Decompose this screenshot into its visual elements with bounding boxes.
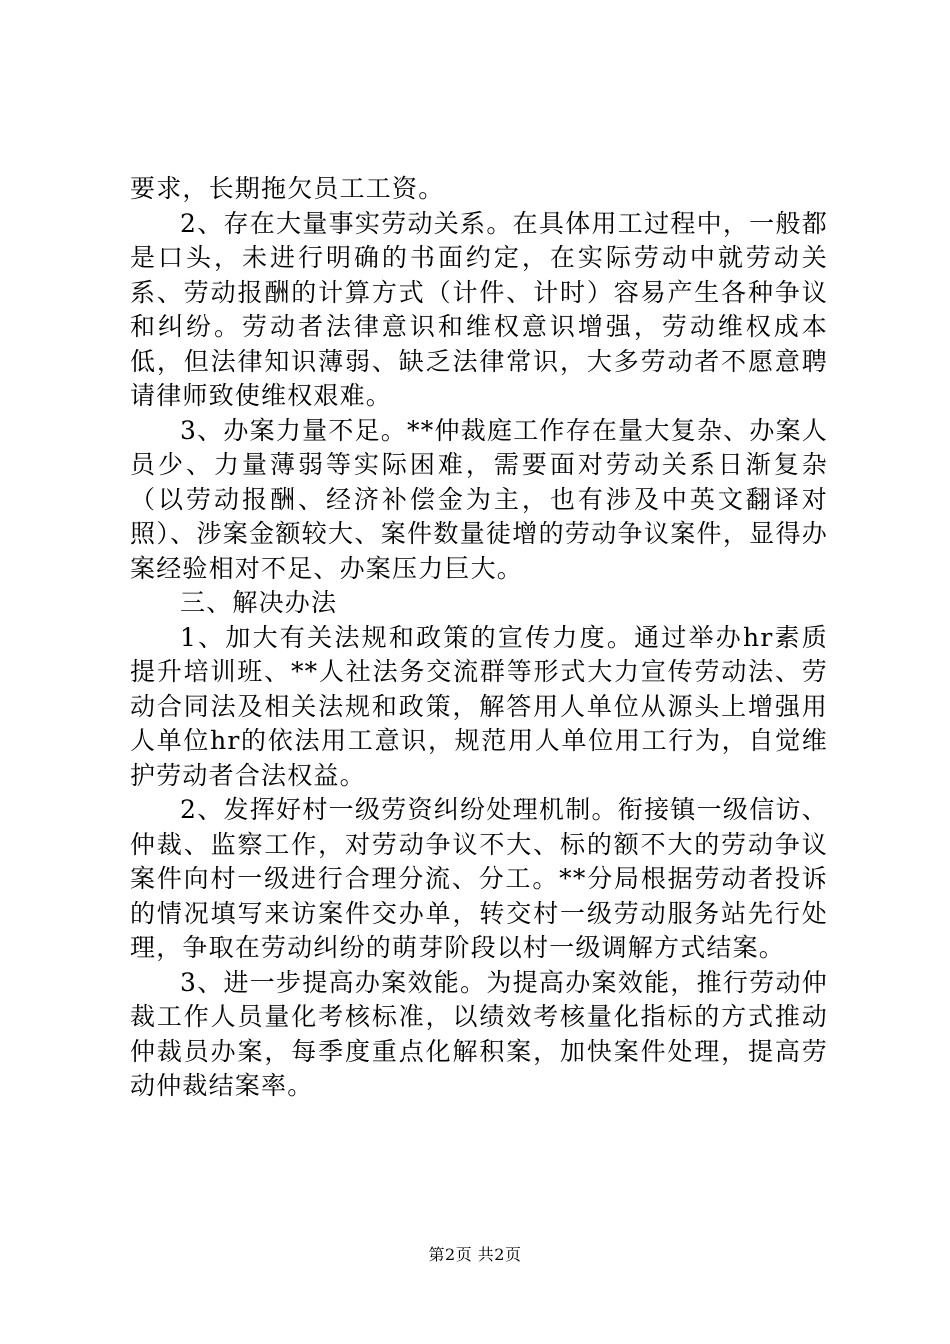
paragraph-continuation: 要求，长期拖欠员工工资。 xyxy=(130,174,445,203)
paragraph-item-2-labor-relations: 2、存在大量事实劳动关系。在具体用工过程中，一般都是口头，未进行明确的书面约定，在实际劳动中就劳动关系、劳动报酬的计算方式（计件、计时）容易产生各种争议和纠纷。劳动者法律意识和维权意识增强，劳动维权成本低，但法律知识薄弱、缺乏法律常识，大多劳动者不愿意聘请律师致使维权艰难。 xyxy=(130,208,828,410)
document-body xyxy=(130,172,828,1104)
paragraph-solution-3-efficiency: 3、进一步提高办案效能。为提高办案效能，推行劳动仲裁工作人员量化考核标准，以绩效考核量化指标的方式推动仲裁员办案，每季度重点化解积案，加快案件处理，提高劳动仲裁结案率。 xyxy=(130,967,828,1100)
paragraph-solution-2-village-mechanism: 2、发挥好村一级劳资纠纷处理机制。衔接镇一级信访、仲裁、监察工作，对劳动争议不大、标的额不大的劳动争议案件向村一级进行合理分流、分工。**分局根据劳动者投诉的情况填写来访案件交办单，转交村一级劳动服务站先行处理，争取在劳动纠纷的萌芽阶段以村一级调解方式结案。 xyxy=(130,795,828,962)
page-footer-number: 第2页 共2页 xyxy=(428,1245,522,1264)
paragraph-item-3-case-capacity: 3、办案力量不足。**仲裁庭工作存在量大复杂、办案人员少、力量薄弱等实际困难，需要面对劳动关系日渐复杂（以劳动报酬、经济补偿金为主，也有涉及中英文翻译对照）、涉案金额较大、案件数量徒增的劳动争议案件，显得办案经验相对不足、办案压力巨大。 xyxy=(130,415,828,583)
section-heading-solutions: 三、解决办法 xyxy=(180,588,338,617)
paragraph-solution-1-publicity: 1、加大有关法规和政策的宣传力度。通过举办hr素质提升培训班、**人社法务交流群等形式大力宣传劳动法、劳动合同法及相关法规和政策，解答用人单位从源头上增强用人单位hr的依法用工意识，规范用人单位用工行为，自觉维护劳动者合法权益。 xyxy=(130,622,828,790)
